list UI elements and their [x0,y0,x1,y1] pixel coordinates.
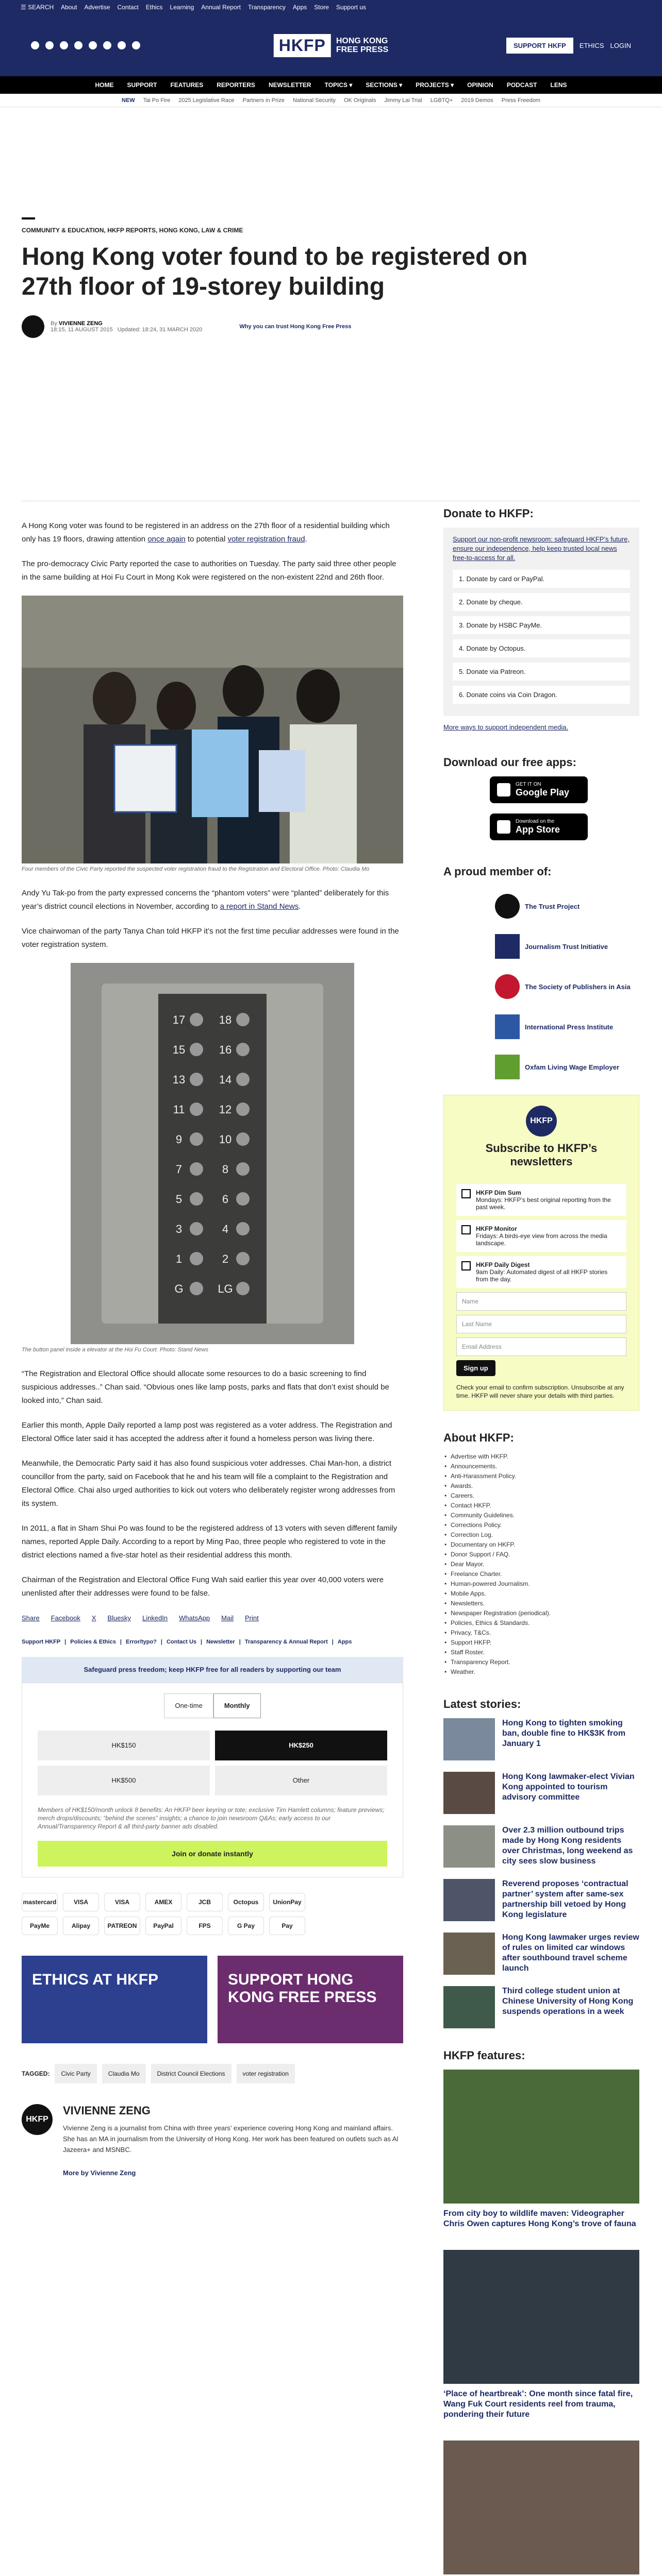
social-icons [31,41,140,49]
elevator-floor-label: LG [218,1282,233,1295]
story-thumbnail [443,1879,495,1921]
about-item[interactable]: • Careers. [443,1491,639,1501]
feature-image[interactable] [443,2250,639,2384]
donate-option[interactable]: 1. Donate by card or PayPal. [453,570,630,588]
story-item[interactable]: Hong Kong lawmaker-elect Vivian Kong appointed to tourism advisory committee [443,1772,639,1814]
hkfp-badge-icon: HKFP [526,1106,557,1137]
footer-link[interactable]: Support HKFP [22,1639,61,1645]
first-name-field[interactable]: Name [456,1292,626,1311]
about-item[interactable]: • Human-powered Journalism. [443,1579,639,1589]
tag[interactable]: District Council Elections [151,2064,231,2083]
elevator-floor-label: 3 [175,1223,183,1235]
share-label: Share [22,1614,40,1622]
tag[interactable]: voter registration [237,2064,295,2083]
header-actions [506,38,631,54]
about-item[interactable]: • Corrections Policy. [443,1520,639,1530]
tier-description: Members of HK$150/month unlock 8 benefits: An HKFP beer keyring or tote; exclusive Tim Hamlett columns; feature previews; merch drops/discounts; “behind the scenes” insights; a chance to join newsroom Q&As; early access to our Annual/Transparency Report & all third-party banner ads disabled. [38,1806,385,1830]
ticker-item[interactable]: 2025 Legislative Race [178,97,235,104]
nav-item[interactable]: SECTIONS ▾ [366,81,403,89]
payment-logo: VISA [104,1893,140,1911]
about-list [443,1452,639,1677]
donate-option[interactable]: 3. Donate by HSBC PayMe. [453,616,630,634]
site-logo[interactable] [274,34,388,57]
author-avatar[interactable] [22,315,44,338]
nav-item[interactable]: PODCAST [506,81,537,89]
share-x[interactable]: X [91,1614,96,1622]
utility-links [61,4,366,11]
tier-option[interactable]: Other [215,1766,387,1795]
promo-support-video[interactable]: SUPPORT HONG KONG FREE PRESS [218,1956,403,2043]
donate-option[interactable]: 6. Donate coins via Coin Dragon. [453,686,630,704]
about-item[interactable]: • Donor Support / FAQ. [443,1550,639,1560]
share-mail[interactable]: Mail [221,1614,234,1622]
nav-item[interactable]: REPORTERS [217,81,255,89]
elevator-button [190,1162,203,1176]
main-nav [0,76,662,94]
more-by-author-link[interactable]: More by Vivienne Zeng [63,2169,136,2177]
util-link[interactable]: Store [314,4,329,11]
author-bio: Vivienne Zeng is a journalist from China with three years’ experience covering Hong Kong and mainland affairs. She has an MA in journalism from the University of Hong Kong. Her work has been featured on outlets such as Al Jazeera+ and MSNBC. [63,2124,399,2154]
elevator-button [190,1252,203,1265]
facebook-icon[interactable] [31,41,39,49]
elevator-floor-label: 17 [172,1013,186,1026]
about-item[interactable]: • Documentary on HKFP. [443,1540,639,1550]
donate-box [443,528,639,716]
donate-option[interactable]: 4. Donate by Octopus. [453,639,630,657]
newsletter-option[interactable]: HKFP Daily Digest 9am Daily: Automated digest of all HKFP stories from the day. [456,1256,626,1288]
ticker-item[interactable]: Partners in Prize [242,97,285,104]
util-link[interactable]: Advertise [84,4,110,11]
tier-grid [38,1731,387,1795]
article-footer-links: Support HKFP | Policies & Ethics | Error/typo? | Contact Us | Newsletter | Transparency & Annual Report | Apps [22,1635,403,1649]
nav-item[interactable]: NEWSLETTER [268,81,311,89]
sidebar-heading: About HKFP: [443,1431,514,1444]
youtube-icon[interactable] [89,41,97,49]
author-logo: HKFP [22,2104,53,2135]
article-body [22,519,403,2180]
elevator-button [236,1252,250,1265]
footer-link[interactable]: Apps [337,1639,352,1645]
elevator-button [190,1073,203,1086]
elevator-button [190,1222,203,1235]
nav-item[interactable]: HOME [95,81,114,89]
photo-elevator-panel [71,963,354,1344]
paragraph: Andy Yu Tak-po from the party expressed concerns the “phantom voters” were “planted” deliberately for this year’s district council elections in November, according to a report in Stand News. [22,889,389,911]
paragraph: Chairman of the Registration and Electoral Office Fung Wah said earlier this year over 40,000 voters were unenlisted after their addresses were found to be false. [22,1575,384,1598]
sidebar-heading: Donate to HKFP: [443,507,534,520]
ethics-link[interactable]: ETHICS [579,41,604,49]
checkbox[interactable] [461,1189,471,1198]
feature-image[interactable] [443,2070,639,2204]
elevator-floor-label: 4 [222,1223,229,1235]
tag[interactable]: Claudia Mo [102,2064,146,2083]
sopa-icon [495,974,520,999]
elevator-floor-label: G [174,1282,184,1295]
nav-item[interactable]: PROJECTS ▾ [416,81,454,89]
nav-item[interactable]: OPINION [467,81,493,89]
jti-icon [495,934,520,959]
ipi-icon [495,1014,520,1039]
share-print[interactable]: Print [244,1614,259,1622]
paragraph: A Hong Kong voter was found to be registered in an address on the 27th floor of a residential building which only has 19 floors, drawing attention once again to potential voter registration fraud. [22,521,390,544]
about-item[interactable]: • Mobile Apps. [443,1589,639,1599]
payment-methods [22,1893,403,1935]
about-item[interactable]: • Announcements. [443,1462,639,1471]
article-categories[interactable]: COMMUNITY & EDUCATION, HKFP REPORTS, HONG KONG, LAW & CRIME [22,217,640,234]
member-logo[interactable]: International Press Institute [495,1014,639,1039]
newsletter-box [443,1095,639,1411]
footer-link[interactable]: Newsletter [206,1639,235,1645]
nav-item[interactable]: FEATURES [170,81,204,89]
story-thumbnail [443,1718,495,1760]
member-logo[interactable]: Oxfam Living Wage Employer [495,1055,639,1079]
inline-link[interactable]: once again [147,535,186,544]
top-utility-bar [0,0,662,14]
tier-option[interactable]: HK$150 [38,1731,210,1760]
about-item[interactable]: • Anti-Harassment Policy. [443,1471,639,1481]
publish-date: 18:15, 11 AUGUST 2015 [51,327,113,333]
elevator-button [236,1222,250,1235]
util-link[interactable]: Support us [336,4,366,11]
author-name[interactable]: VIVIENNE ZENG [58,320,103,327]
about-item[interactable]: • Dear Mayor. [443,1560,639,1569]
tier-option[interactable]: HK$250 [215,1731,387,1760]
about-item[interactable]: • Weather. [443,1667,639,1677]
payment-logo: UnionPay [269,1893,305,1911]
payment-logo: Alipay [63,1917,99,1935]
search-link[interactable]: ☰ SEARCH [21,4,54,11]
elevator-floor-label: 11 [173,1103,185,1116]
mail-icon[interactable] [132,41,140,49]
elevator-floor-label: 5 [175,1193,183,1206]
elevator-floor-label: 18 [219,1013,232,1026]
story-thumbnail [443,1933,495,1975]
sidebar-heading: Download our free apps: [443,756,576,769]
elevator-button [190,1132,203,1146]
photo-civic-party [22,596,403,863]
about-item[interactable]: • Community Guidelines. [443,1511,639,1520]
checkbox[interactable] [461,1225,471,1234]
donate-option[interactable]: 2. Donate by cheque. [453,593,630,611]
payment-logo: Pay [269,1917,305,1935]
newsletter-option[interactable]: HKFP Monitor Fridays: A birds-eye view from across the media landscape. [456,1220,626,1252]
elevator-floor-label: 10 [219,1133,232,1146]
tier-option[interactable]: HK$500 [38,1766,210,1795]
elevator-button [236,1282,250,1295]
promo-videos [22,1956,403,2043]
feature-title[interactable]: ‘Place of heartbreak’: One month since fatal fire, Wang Fuk Court residents reel from trauma, pondering their future [443,2389,633,2419]
about-item[interactable]: • Policies, Ethics & Standards. [443,1618,639,1628]
monthly-tab[interactable]: Monthly [213,1693,261,1718]
topic-ticker [0,94,662,107]
elevator-button [190,1103,203,1116]
page-wrap [22,217,640,2419]
story-thumbnail [443,1772,495,1814]
elevator-button [236,1043,250,1056]
updated-date: Updated: 18:24, 31 MARCH 2020 [117,327,203,333]
paragraph: The pro-democracy Civic Party reported the case to authorities on Tuesday. The party said three other people in the same building at Hoi Fu Court in Mong Kok were registered on the non-existent 22nd and 26th floor. [22,560,396,582]
about-item[interactable]: • Support HKFP. [443,1638,639,1648]
nav-item[interactable]: SUPPORT [127,81,157,89]
footer-link[interactable]: Transparency & Annual Report [244,1639,328,1645]
payment-logo: JCB [187,1893,223,1911]
elevator-floor-label: 2 [222,1252,229,1265]
elevator-floor-label: 9 [175,1133,183,1146]
photo-caption: Four members of the Civic Party reported the suspected voter registration fraud to the Registration and Electoral Office. Photo: Claudia Mo [22,866,370,872]
util-link[interactable]: Ethics [145,4,163,11]
paragraph: Vice chairwoman of the party Tanya Chan told HKFP it’s not the first time peculiar addresses were found in the voter registration system. [22,927,399,949]
elevator-floor-label: 12 [219,1103,232,1116]
payment-logo: VISA [63,1893,99,1911]
newsletter-option[interactable]: HKFP Dim Sum Mondays: HKFP’s best original reporting from the past week. [456,1184,626,1216]
elevator-button [190,1282,203,1295]
paragraph: Meanwhile, the Democratic Party said it has also found suspicious voter addresses. Chai Man-hon, a district councillor from the party, said on Facebook that he and his team will file a complaint to the Registration and Electoral Office. Chai also urged authorities to kick out voters who deliberately register wrong addresses from its system. [22,1459,395,1508]
ticker-item[interactable]: National Security [292,97,336,104]
byline [22,315,640,338]
util-link[interactable]: Apps [292,4,307,11]
threads-icon[interactable] [74,41,82,49]
tags-row [22,2064,403,2083]
about-item[interactable]: • Privacy, T&Cs. [443,1628,639,1638]
paragraph: Earlier this month, Apple Daily reported a lamp post was registered as a voter address. The Registration and Electoral Office later said it has accepted the address after it found a homeless person was living there. [22,1421,392,1443]
more-ways-link[interactable]: More ways to support independent media. [443,723,569,731]
photo-caption: The button panel inside a elevator at the Hoi Fu Court. Photo: Stand News [22,1347,208,1353]
google-play-button[interactable]: GET IT ON Google Play [490,776,588,803]
story-thumbnail [443,1825,495,1868]
frequency-toggle [38,1693,387,1718]
payment-logo: mastercard [22,1893,58,1911]
support-banner: Safeguard press freedom; keep HKFP free for all readers by supporting our team [22,1657,403,1683]
elevator-button [190,1013,203,1026]
payment-logo: Octopus [228,1893,264,1911]
about-item[interactable]: • Freelance Charter. [443,1569,639,1579]
payment-logo: PATREON [104,1917,140,1935]
payment-logo: G Pay [228,1917,264,1935]
checkbox[interactable] [461,1261,471,1270]
email-field[interactable]: Email Address [456,1337,626,1356]
story-thumbnail [443,1986,495,2028]
story-item[interactable]: Hong Kong lawmaker urges review of rules on limited car windows after southbound travel scheme launch [443,1933,639,1975]
elevator-floor-label: 6 [222,1193,229,1206]
footer-link[interactable]: Policies & Ethics [70,1639,116,1645]
nav-item[interactable]: TOPICS ▾ [324,81,353,89]
inline-link[interactable]: voter registration fraud [227,535,305,544]
feature-image[interactable] [443,2441,639,2574]
sidebar-heading: Latest stories: [443,1698,521,1710]
logo-text: HONG KONG FREE PRESS [336,37,389,54]
util-link[interactable]: Annual Report [201,4,241,11]
member-logo[interactable]: The Society of Publishers in Asia [495,974,639,999]
trust-project-icon [495,894,520,919]
util-link[interactable]: Transparency [247,4,286,11]
member-logo[interactable]: Journalism Trust Initiative [495,934,639,959]
tags-label: TAGGED: [22,2070,50,2077]
ticker-item[interactable]: OK Originals [343,97,376,104]
share-linkedin[interactable]: LinkedIn [142,1614,168,1622]
elevator-button [236,1162,250,1176]
author-box [22,2104,403,2180]
about-item[interactable]: • Advertise with HKFP. [443,1452,639,1462]
newsletter-note: Check your email to confirm subscription. Unsubscribe at any time. HKFP will never share your details with third parties. [456,1384,624,1399]
nav-item[interactable]: LENS [550,81,567,89]
story-item[interactable]: Over 2.3 million outbound trips made by Hong Kong residents over Christmas, long weekend as city sees slow business [443,1825,639,1868]
footer-link[interactable]: Error/typo? [125,1639,157,1645]
elevator-button [236,1073,250,1086]
features-list [443,2070,639,2576]
share-whatsapp[interactable]: WhatsApp [179,1614,210,1622]
instagram-icon[interactable] [60,41,68,49]
elevator-floor-label: 14 [219,1073,232,1086]
join-button[interactable]: Join or donate instantly [38,1841,387,1867]
elevator-floor-label: 16 [219,1043,232,1056]
elevator-floor-label: 13 [172,1073,186,1086]
elevator-button [236,1103,250,1116]
elevator-floor-label: 15 [172,1043,186,1056]
story-item[interactable]: Hong Kong to tighten smoking ban, double fine to HK$3K from January 1 [443,1718,639,1760]
author-box-name[interactable]: VIVIENNE ZENG [63,2104,151,2117]
ticker-new-label: NEW [122,97,135,104]
story-item[interactable]: Third college student union at Chinese University of Hong Kong suspends operations in a week [443,1986,639,2028]
share-facebook[interactable]: Facebook [51,1614,80,1622]
oxfam-icon [495,1055,520,1079]
donation-tiers [22,1683,403,1877]
play-store-icon [497,783,510,796]
site-header [0,14,662,76]
ticker-item[interactable]: Press Freedom [501,97,540,104]
newsletter-title: Subscribe to HKFP’s newsletters [485,1142,598,1168]
about-item[interactable]: • Newsletters. [443,1599,639,1608]
share-bluesky[interactable]: Bluesky [107,1614,131,1622]
one-time-tab[interactable]: One-time [164,1693,213,1718]
sidebar-heading: A proud member of: [443,865,552,878]
story-item[interactable]: Reverend proposes ‘contractual partner’ system after same-sex partnership bill vetoed by Hong Kong legislature [443,1879,639,1921]
trust-link[interactable]: Why you can trust Hong Kong Free Press [239,324,352,330]
paragraph: In 2011, a flat in Sham Shui Po was found to be the registered address of 13 voters with seven different family names, reported Apple Daily. According to a report by Ming Pao, three people who registered to vote in the district elections named a five-star hotel as their residential address this month. [22,1524,398,1560]
about-item[interactable]: • Contact HKFP. [443,1501,639,1511]
about-item[interactable]: • Transparency Report. [443,1657,639,1667]
promo-ethics-video[interactable]: ETHICS AT HKFP [22,1956,207,2043]
payment-logo: AMEX [145,1893,181,1911]
elevator-floor-label: 7 [175,1163,183,1176]
paragraph: “The Registration and Electoral Office should allocate some resources to do a basic screening to find suspicious addresses..” Chan said. “Obvious ones like lamp posts, parks and flats that don’t exist should be looked into,” Chan said. [22,1369,389,1405]
elevator-floor-label: 1 [175,1252,183,1265]
elevator-button [236,1132,250,1146]
logo-mark: HKFP [274,34,331,57]
feature-title[interactable]: From city boy to wildlife maven: Videographer Chris Owen captures Hong Kong’s trove of fauna [443,2209,636,2228]
util-link[interactable]: Contact [117,4,139,11]
signup-button[interactable]: Sign up [456,1360,495,1376]
payment-logo: PayPal [145,1917,181,1935]
util-link[interactable]: Learning [170,4,194,11]
elevator-button [236,1192,250,1206]
donate-option[interactable]: 5. Donate via Patreon. [453,663,630,681]
x-icon[interactable] [45,41,54,49]
inline-link[interactable]: a report in Stand News [220,902,299,911]
ticker-item[interactable]: Jimmy Lai Trial [384,97,422,104]
donate-lead: Support our non-profit newsroom: safeguard HKFP’s future, ensure our independence, help keep trusted local news free-to-access for all. [453,535,630,562]
about-item[interactable]: • Newspaper Registration (periodical). [443,1608,639,1618]
article-title: Hong Kong voter found to be registered on 27th floor of 19-storey building [22,243,528,300]
payment-logo: PayMe [22,1917,58,1935]
footer-link[interactable]: Contact Us [166,1639,197,1645]
ticker-item[interactable]: 2019 Demos [461,97,493,104]
apple-icon [497,820,510,834]
about-item[interactable]: • Staff Roster. [443,1648,639,1657]
ticker-item[interactable]: Tai Po Fire [143,97,171,104]
util-link[interactable]: About [61,4,77,11]
elevator-button [190,1192,203,1206]
latest-stories [443,1718,639,2028]
about-item[interactable]: • Awards. [443,1481,639,1491]
member-logo[interactable]: The Trust Project [495,894,639,919]
app-store-button[interactable]: Download on the App Store [490,814,588,840]
last-name-field[interactable]: Last Name [456,1315,626,1333]
tag[interactable]: Civic Party [55,2064,96,2083]
elevator-floor-label: 8 [222,1163,229,1176]
share-bar [22,1612,403,1625]
login-link[interactable]: LOGIN [610,41,631,49]
sidebar [443,507,639,2576]
ticker-item[interactable]: LGBTQ+ [430,97,453,104]
byline-text: By VIVIENNE ZENG 18:15, 11 AUGUST 2015 Updated: 18:24, 31 MARCH 2020 [51,320,203,333]
about-item[interactable]: • Correction Log. [443,1530,639,1540]
elevator-button [190,1043,203,1056]
elevator-button [236,1013,250,1026]
sidebar-heading: HKFP features: [443,2049,525,2062]
payment-logo: FPS [187,1917,223,1935]
linkedin-icon[interactable] [103,41,111,49]
telegram-icon[interactable] [118,41,126,49]
support-button[interactable]: SUPPORT HKFP [506,38,573,54]
